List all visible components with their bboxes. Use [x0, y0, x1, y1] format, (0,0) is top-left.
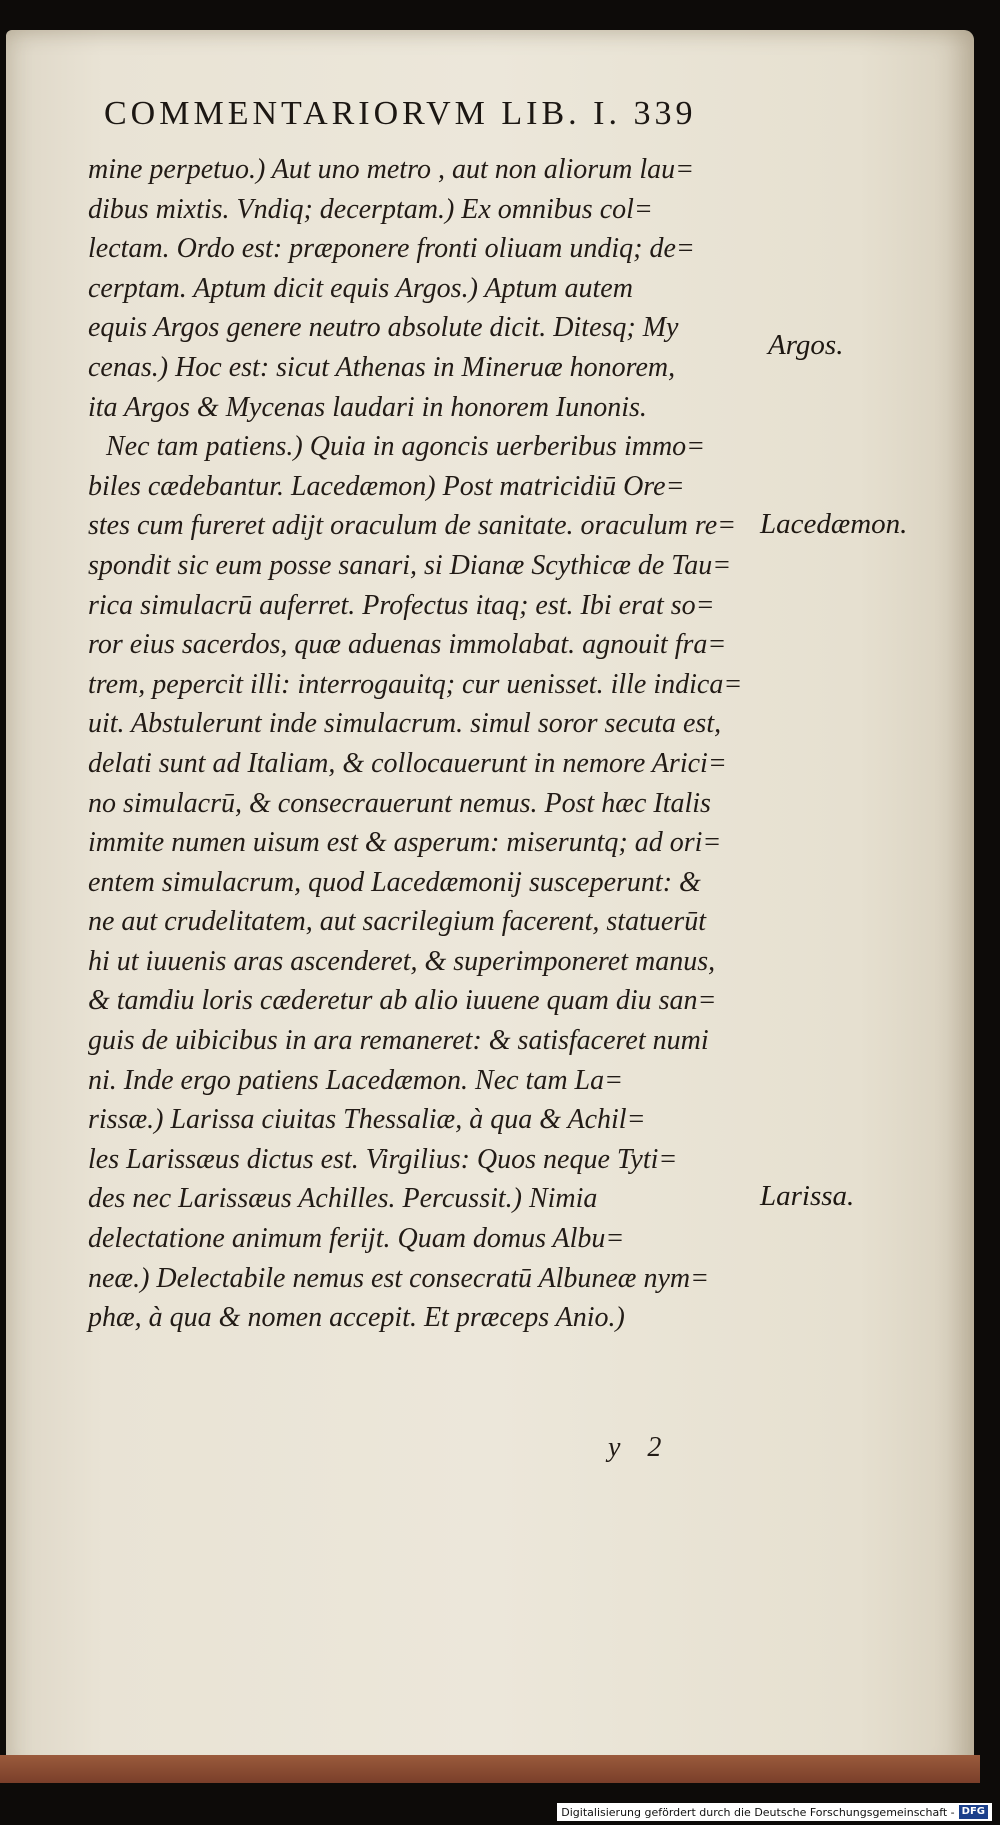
text-line: neæ.) Delectabile nemus est consecratū Albuneæ nym=	[88, 1262, 710, 1294]
text-line: equis Argos genere neutro absolute dicit. Ditesq; My	[88, 312, 679, 344]
running-head: COMMENTARIORVM LIB. I. 339	[104, 95, 697, 132]
text-line: ni. Inde ergo patiens Lacedæmon. Nec tam La=	[88, 1064, 624, 1096]
text-line: guis de uibicibus in ara remaneret: & satisfaceret numi	[88, 1025, 709, 1057]
commentary-text	[88, 150, 758, 1338]
dfg-logo: DFG	[959, 1805, 988, 1819]
text-line: les Larissæus dictus est. Virgilius: Quos neque Tyti=	[88, 1143, 678, 1175]
text-line: phæ, à qua & nomen accepit. Et præceps Anio.)	[88, 1302, 625, 1334]
text-line: no simulacrū, & consecrauerunt nemus. Post hæc Italis	[88, 787, 711, 819]
text-line: cerptam. Aptum dicit equis Argos.) Aptum autem	[88, 272, 633, 304]
text-line: mine perpetuo.) Aut uno metro , aut non aliorum lau=	[88, 154, 695, 185]
text-line: uit. Abstulerunt inde simulacrum. simul soror secuta est,	[88, 708, 722, 740]
text-line: delectatione animum ferijt. Quam domus Albu=	[88, 1223, 625, 1255]
text-line: Nec tam patiens.) Quia in agoncis uerberibus immo=	[106, 431, 706, 463]
text-line: ror eius sacerdos, quæ aduenas immolabat. agnouit fra=	[88, 629, 727, 661]
text-line: spondit sic eum posse sanari, si Dianæ Scythicæ de Tau=	[88, 549, 732, 581]
text-line: ne aut crudelitatem, aut sacrilegium facerent, statuerūt	[88, 906, 706, 938]
text-line: hi ut iuuenis aras ascenderet, & superimponeret manus,	[88, 945, 716, 977]
text-line: entem simulacrum, quod Lacedæmonij susceperunt: &	[88, 866, 701, 898]
digitization-footer	[557, 1803, 992, 1821]
text-line: & tamdiu loris cæderetur ab alio iuuene quam diu san=	[88, 985, 717, 1017]
text-line: ita Argos & Mycenas laudari in honorem Iunonis.	[88, 391, 647, 423]
text-line: delati sunt ad Italiam, & collocauerunt in nemore Arici=	[88, 747, 727, 779]
text-line: immite numen uisum est & asperum: miseruntq; ad ori=	[88, 827, 722, 859]
page-edge	[0, 1755, 980, 1783]
margin-note-larissa: Larissa.	[760, 1180, 855, 1212]
margin-note-argos: Argos.	[768, 329, 844, 361]
text-line: des nec Larissæus Achilles. Percussit.) Nimia	[88, 1183, 598, 1215]
text-line: dibus mixtis. Vndiq; decerptam.) Ex omnibus col=	[88, 193, 653, 225]
footer-text: Digitalisierung gefördert durch die Deutsche Forschungsgemeinschaft -	[561, 1805, 955, 1819]
text-line: rissæ.) Larissa ciuitas Thessaliæ, à qua & Achil=	[88, 1104, 646, 1136]
signature-mark: y 2	[608, 1432, 672, 1463]
text-line: stes cum fureret adijt oraculum de sanitate. oraculum re=	[88, 510, 737, 542]
text-line: rica simulacrū auferret. Profectus itaq; est. Ibi erat so=	[88, 589, 715, 621]
text-line: biles cædebantur. Lacedæmon) Post matricidiū Ore=	[88, 470, 685, 502]
text-line: cenas.) Hoc est: sicut Athenas in Mineruæ honorem,	[88, 351, 676, 383]
text-line: trem, pepercit illi: interrogauitq; cur uenisset. ille indica=	[88, 668, 743, 700]
text-line: lectam. Ordo est: præponere fronti oliuam undiq; de=	[88, 233, 695, 265]
margin-note-lacedaemon: Lacedæmon.	[760, 508, 908, 540]
